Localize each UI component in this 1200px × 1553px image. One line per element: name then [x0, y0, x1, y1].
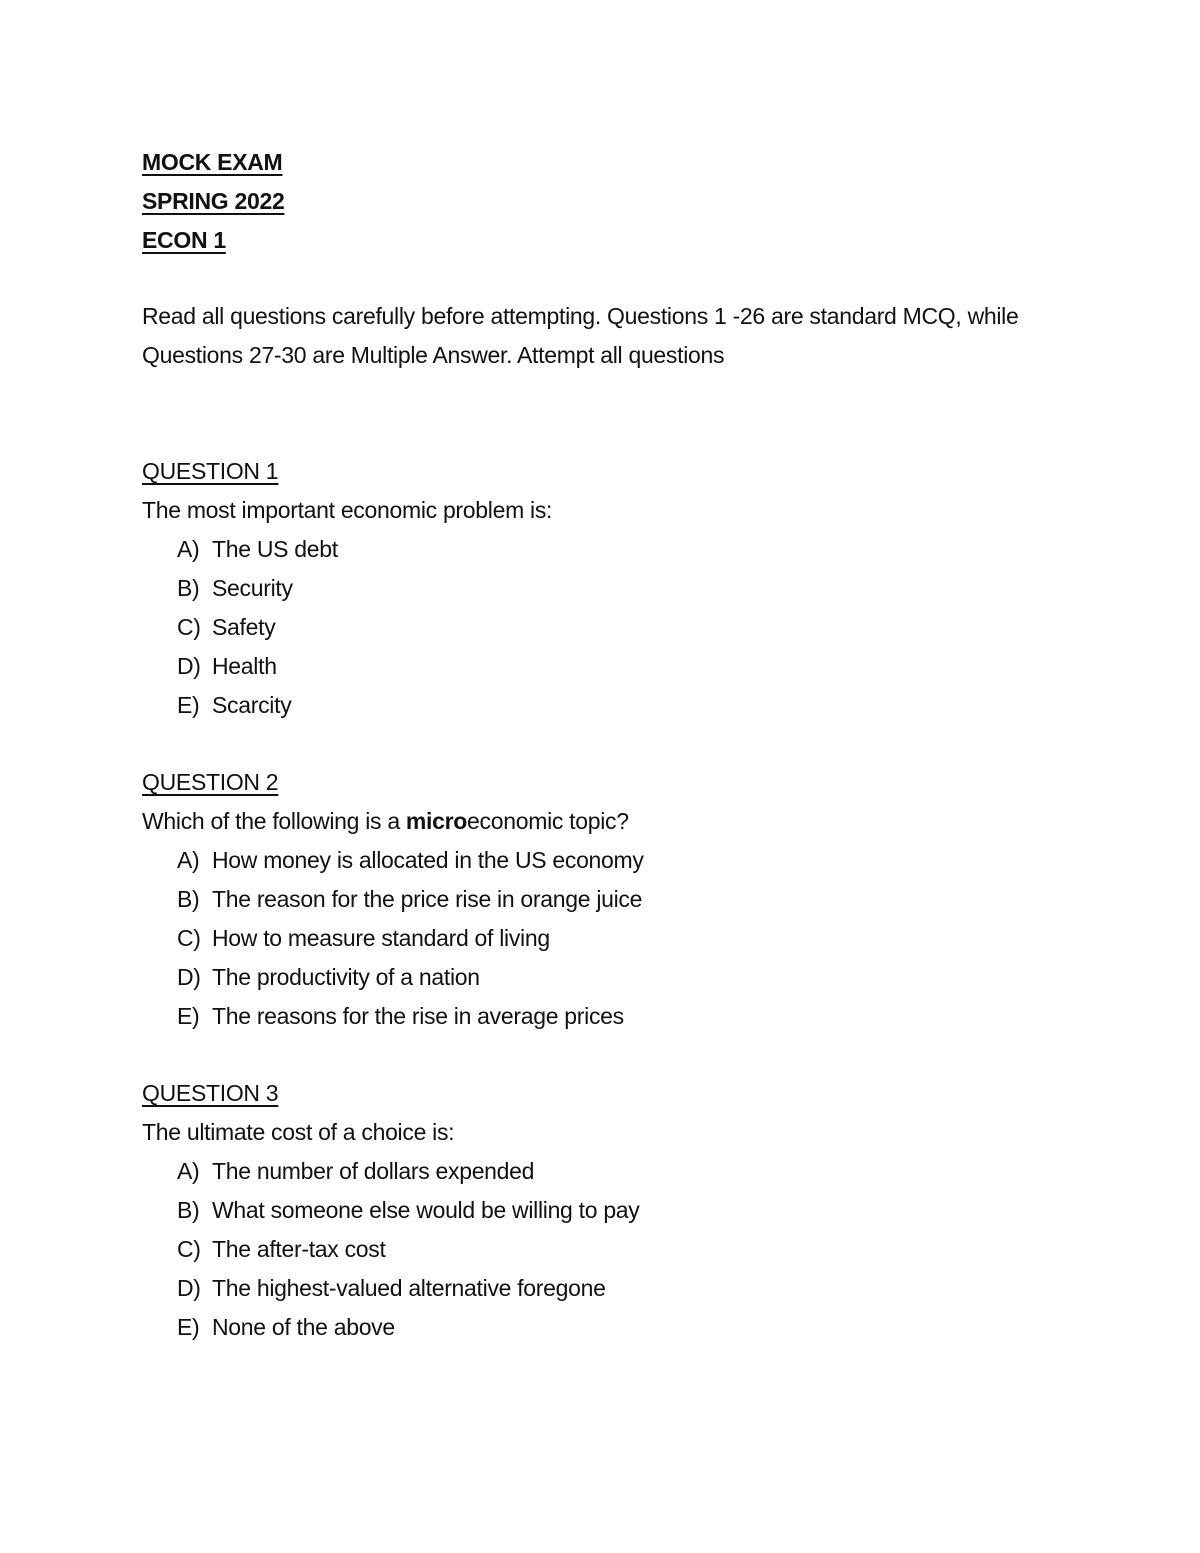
option-letter: B) [177, 1197, 200, 1223]
answer-options [142, 1152, 1082, 1347]
answer-option-d[interactable] [142, 958, 1082, 997]
answer-option-b[interactable] [142, 1191, 1082, 1230]
question-2 [142, 763, 1082, 1036]
answer-option-c[interactable] [142, 1230, 1082, 1269]
option-letter: B) [177, 575, 200, 601]
option-text: Health [212, 653, 277, 679]
option-text: The after-tax cost [212, 1236, 386, 1262]
question-heading: QUESTION 1 [142, 458, 279, 484]
option-letter: E) [177, 1003, 200, 1029]
question-3 [142, 1074, 1082, 1347]
option-letter: E) [177, 1314, 200, 1340]
option-letter: A) [177, 847, 200, 873]
answer-option-e[interactable] [142, 686, 1082, 725]
question-1 [142, 452, 1082, 725]
answer-option-c[interactable] [142, 919, 1082, 958]
option-text: The number of dollars expended [212, 1158, 535, 1184]
question-text: The most important economic problem is: [142, 497, 553, 523]
question-text-after: economic topic? [467, 808, 629, 834]
question-text-emphasis: micro [405, 808, 468, 834]
answer-option-d[interactable] [142, 647, 1082, 686]
question-text [142, 802, 1082, 841]
option-letter: C) [177, 614, 201, 640]
answer-option-b[interactable] [142, 569, 1082, 608]
answer-option-a[interactable] [142, 530, 1082, 569]
answer-option-e[interactable] [142, 997, 1082, 1036]
answer-option-d[interactable] [142, 1269, 1082, 1308]
answer-options [142, 841, 1082, 1036]
exam-header [142, 143, 284, 260]
question-heading: QUESTION 2 [142, 769, 279, 795]
option-text: The highest-valued alternative foregone [212, 1275, 606, 1301]
exam-title: MOCK EXAM [142, 149, 283, 175]
answer-option-e[interactable] [142, 1308, 1082, 1347]
option-text: How to measure standard of living [212, 925, 550, 951]
option-text: How money is allocated in the US economy [212, 847, 644, 873]
answer-option-a[interactable] [142, 1152, 1082, 1191]
option-text: What someone else would be willing to pay [212, 1197, 640, 1223]
option-letter: C) [177, 925, 201, 951]
option-letter: D) [177, 653, 201, 679]
question-heading: QUESTION 3 [142, 1080, 279, 1106]
option-text: Security [212, 575, 293, 601]
option-text: The US debt [212, 536, 338, 562]
exam-instructions: Read all questions carefully before attempting. Questions 1 -26 are standard MCQ, while Questions 27-30 are Multiple Answer. Attempt all questions [142, 303, 1019, 368]
option-text: The reasons for the rise in average prices [212, 1003, 624, 1029]
question-text-before: Which of the following is a [142, 808, 406, 834]
option-letter: A) [177, 1158, 200, 1184]
option-text: Safety [212, 614, 276, 640]
option-letter: C) [177, 1236, 201, 1262]
option-letter: E) [177, 692, 200, 718]
answer-option-b[interactable] [142, 880, 1082, 919]
answer-options [142, 530, 1082, 725]
answer-option-c[interactable] [142, 608, 1082, 647]
option-text: Scarcity [212, 692, 292, 718]
option-text: None of the above [212, 1314, 395, 1340]
option-text: The reason for the price rise in orange juice [212, 886, 643, 912]
question-text: The ultimate cost of a choice is: [142, 1119, 455, 1145]
option-letter: A) [177, 536, 200, 562]
option-letter: D) [177, 964, 201, 990]
option-text: The productivity of a nation [212, 964, 480, 990]
option-letter: B) [177, 886, 200, 912]
exam-course: ECON 1 [142, 227, 226, 253]
option-letter: D) [177, 1275, 201, 1301]
exam-term: SPRING 2022 [142, 188, 285, 214]
answer-option-a[interactable] [142, 841, 1082, 880]
